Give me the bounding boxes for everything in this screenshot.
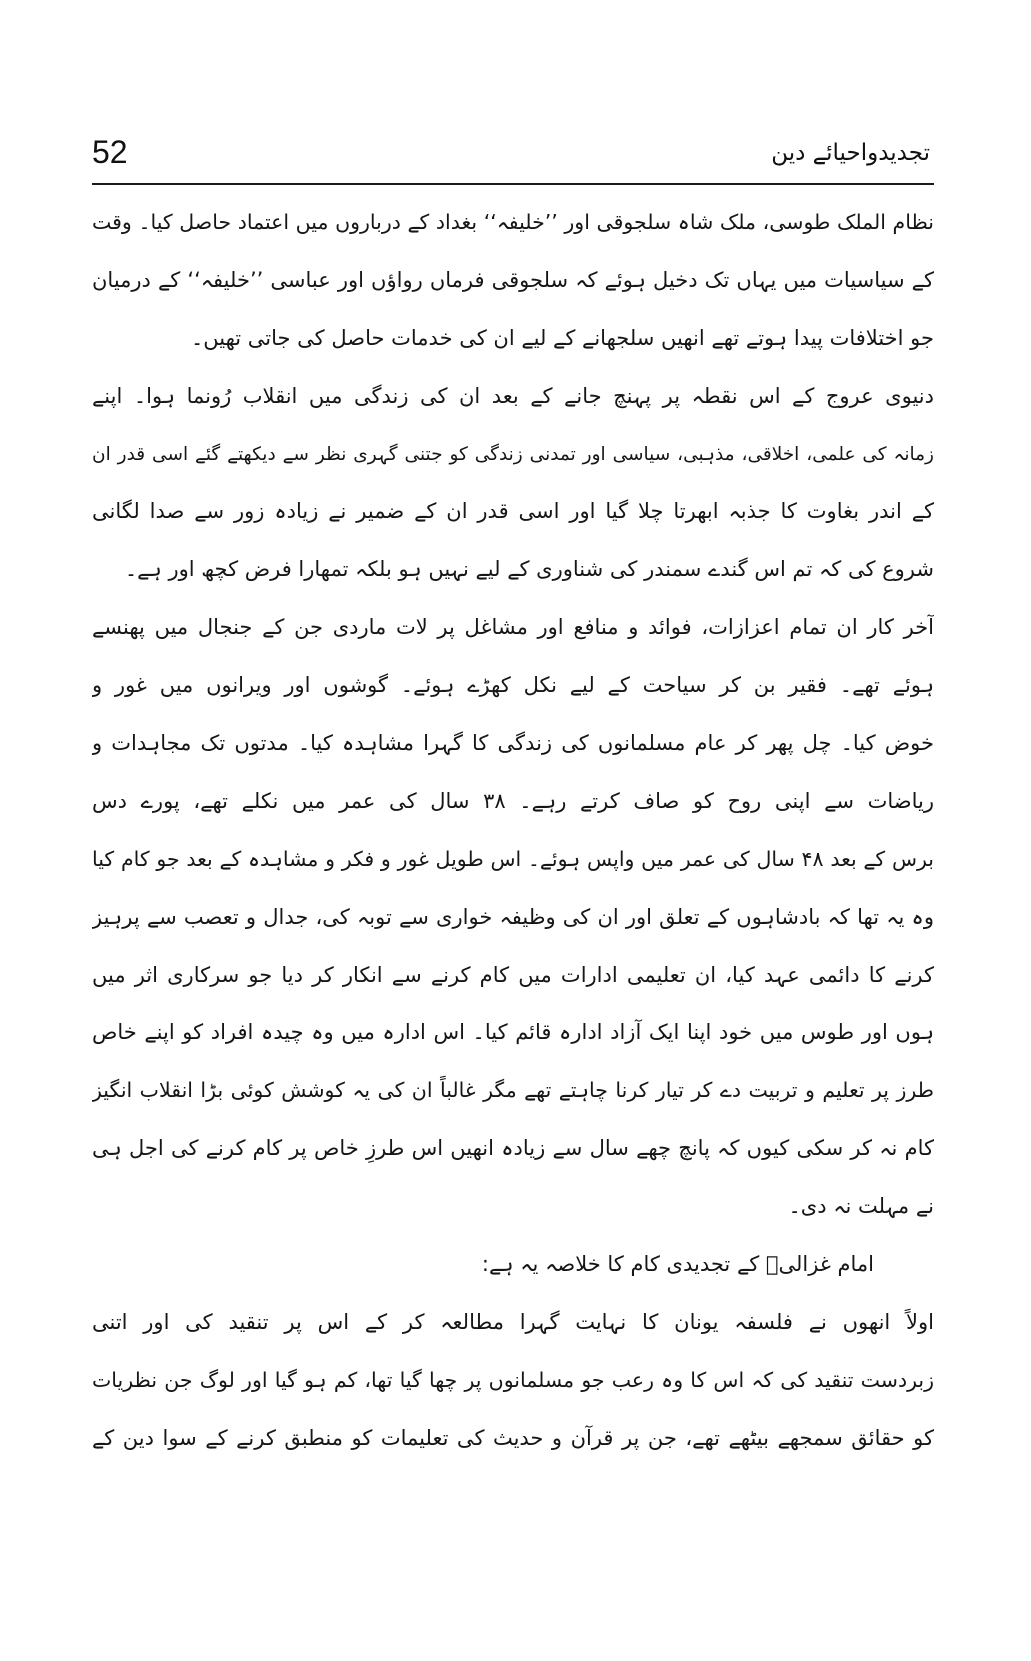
text-line: زبردست تنقید کی کہ اس کا وہ رعب جو مسلمانوں پر چھا گیا تھا، کم ہو گیا اور لوگ جن نظریات (92, 1367, 934, 1392)
text-line: کے اندر بغاوت کا جذبہ ابھرتا چلا گیا اور اسی قدر ان کے ضمیر نے زیادہ زور سے صدا لگانی (92, 499, 934, 524)
section-heading: امام غزالیؒ کے تجدیدی کام کا خلاصہ یہ ہے: (481, 1252, 874, 1277)
text-line: اولاً انھوں نے فلسفہ یونان کا نہایت گہرا مطالعہ کر کے اس پر تنقید کی اور اتنی (92, 1309, 934, 1334)
page-header (92, 132, 930, 184)
text-line: آخر کار ان تمام اعزازات، فوائد و منافع اور مشاغل پر لات ماردی جن کے جنجال میں پھنسے (92, 615, 934, 640)
text-line: کرنے کا دائمی عہد کیا، ان تعلیمی ادارات میں کام کرنے سے انکار کر دیا جو سرکاری اثر میں (92, 962, 934, 987)
text-line: نظام الملک طوسی، ملک شاہ سلجوقی اور ’’خلیفہ‘‘ بغداد کے درباروں میں اعتماد حاصل کیا۔ وقت (92, 210, 934, 234)
text-line: زمانہ کی علمی، اخلاقی، مذہبی، سیاسی اور تمدنی زندگی کو جتنی گہری نظر سے دیکھتے گئے اسی قدر ان (92, 443, 934, 465)
page-number: 52 (92, 134, 128, 170)
text-line: ریاضات سے اپنی روح کو صاف کرتے رہے۔ ۳۸ سال کی عمر میں نکلے تھے، پورے دس (92, 788, 934, 813)
running-title: تجدیدواحیائے دین (771, 140, 930, 166)
text-line: طرز پر تعلیم و تربیت دے کر تیار کرنا چاہتے تھے مگر غالباً ان کی یہ کوشش کوئی بڑا انقلاب انگیز (92, 1078, 934, 1103)
text-line: ہوئے تھے۔ فقیر بن کر سیاحت کے لیے نکل کھڑے ہوئے۔ گوشوں اور ویرانوں میں غور و (92, 673, 934, 698)
text-line: دنیوی عروج کے اس نقطہ پر پہنچ جانے کے بعد ان کی زندگی میں انقلاب رُونما ہوا۔ اپنے (92, 383, 934, 408)
text-line: ہوں اور طوس میں خود اپنا ایک آزاد ادارہ قائم کیا۔ اس ادارہ میں وہ چیدہ افراد کو اپنے خاص (92, 1020, 934, 1045)
text-line: جو اختلافات پیدا ہوتے تھے انھیں سلجھانے کے لیے ان کی خدمات حاصل کی جاتی تھیں۔ (190, 325, 934, 350)
text-line: کے سیاسیات میں یہاں تک دخیل ہوئے کہ سلجوقی فرماں رواؤں اور عباسی ’’خلیفہ‘‘ کے درمیان (92, 267, 934, 292)
text-line: شروع کی کہ تم اس گندے سمندر کی شناوری کے لیے نہیں ہو بلکہ تمھارا فرض کچھ اور ہے۔ (124, 557, 934, 582)
text-line: کام نہ کر سکی کیوں کہ پانچ چھے سال سے زیادہ انھیں اس طرزِ خاص پر کام کرنے کی اجل ہی (92, 1136, 934, 1161)
text-line: کو حقائق سمجھے بیٹھے تھے، جن پر قرآن و حدیث کی تعلیمات کو منطبق کرنے کے سوا دین کے (92, 1425, 934, 1450)
body-text (92, 194, 934, 1468)
text-line: خوض کیا۔ چل پھر کر عام مسلمانوں کی زندگی کا گہرا مشاہدہ کیا۔ مدتوں تک مجاہدات و (92, 731, 934, 756)
text-line: نے مہلت نہ دی۔ (788, 1194, 934, 1219)
header-rule (92, 183, 934, 185)
text-line: برس کے بعد ۴۸ سال کی عمر میں واپس ہوئے۔ اس طویل غور و فکر و مشاہدہ کے بعد جو کام کیا (92, 846, 934, 871)
text-line: وہ یہ تھا کہ بادشاہوں کے تعلق اور ان کی وظیفہ خواری سے توبہ کی، جدال و تعصب سے پرہیز (92, 904, 934, 929)
